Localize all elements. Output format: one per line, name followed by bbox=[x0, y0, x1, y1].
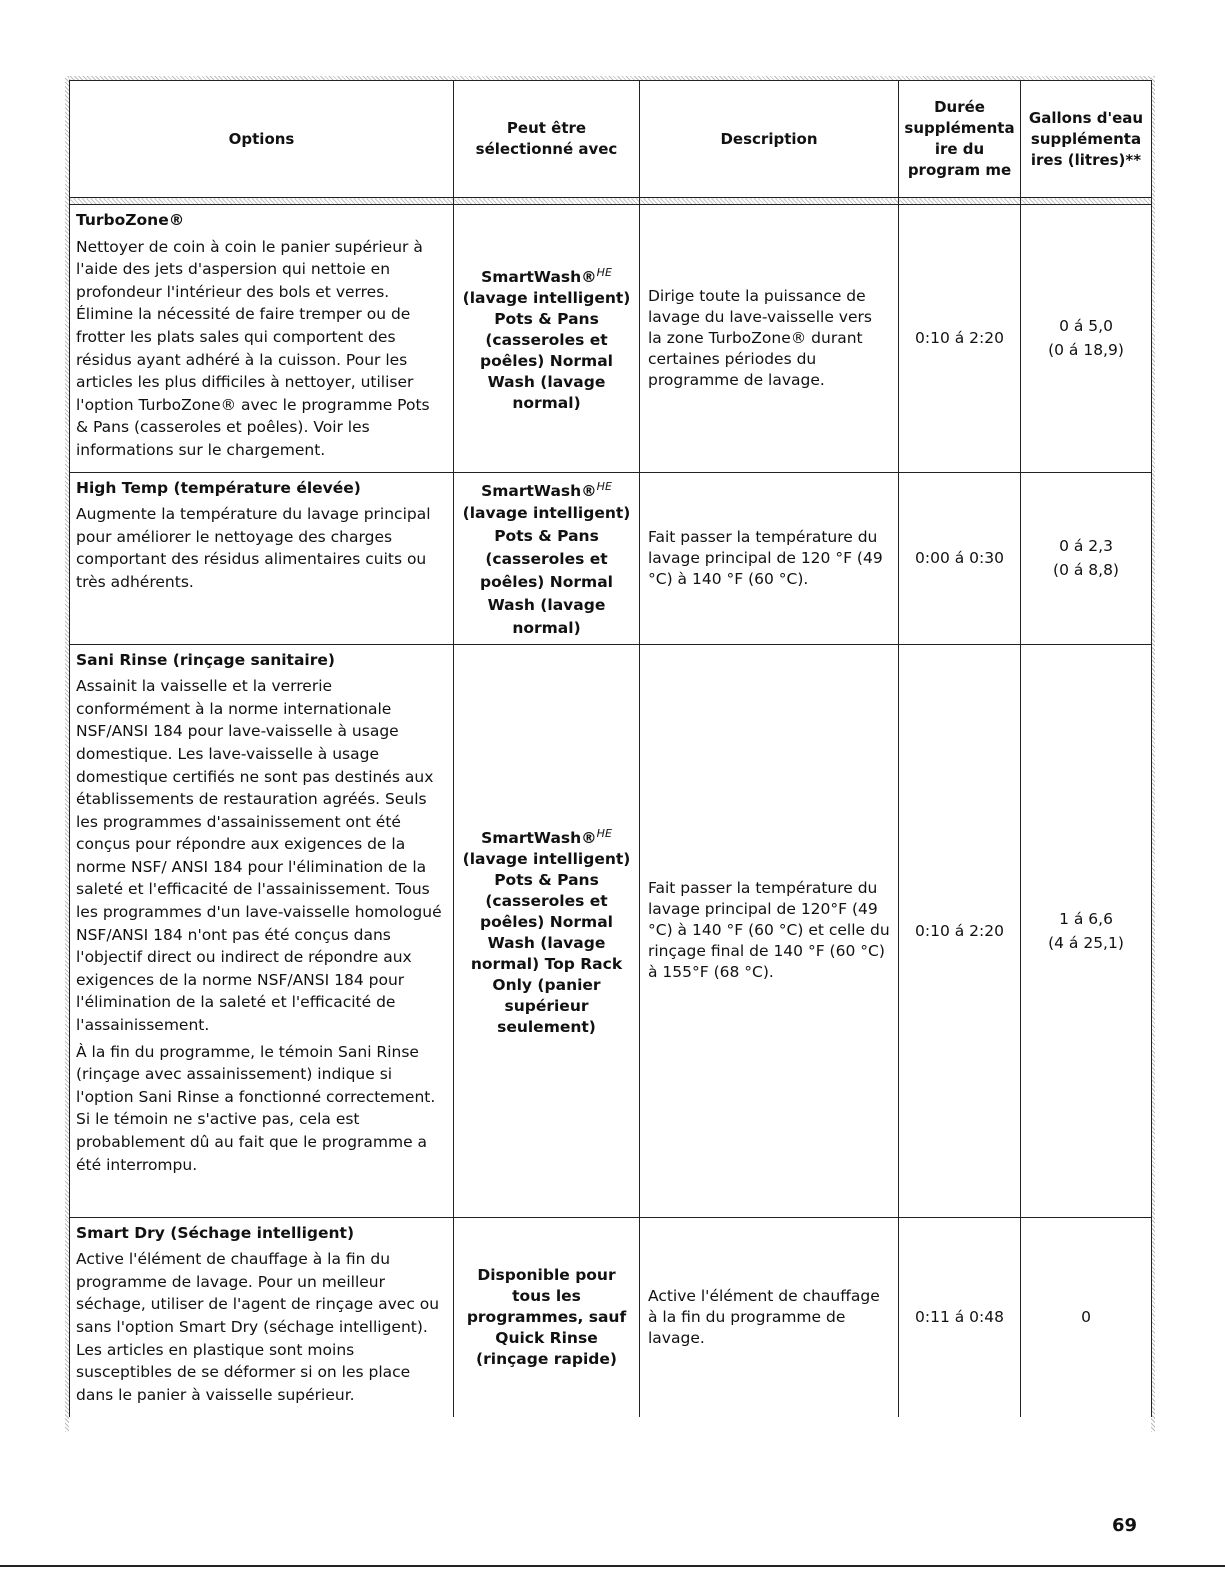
bottom-rule bbox=[0, 1565, 1225, 1567]
option-cell bbox=[70, 472, 454, 644]
option-cell bbox=[70, 644, 454, 1217]
selectable-rest: Disponible pour tous les programmes, sauf Quick Rinse (rinçage rapide) bbox=[466, 1265, 627, 1368]
header-selectable: Peut être sélectionné avec bbox=[454, 81, 640, 198]
gallons-value: 0 á 5,0 bbox=[1059, 317, 1113, 336]
table-row bbox=[70, 472, 1152, 644]
header-duration: Durée supplémenta ire du program me bbox=[899, 81, 1021, 198]
duration-cell: 0:10 á 2:20 bbox=[899, 205, 1021, 473]
he-mark: HE bbox=[596, 826, 612, 840]
selectable-rest: (lavage intelligent) Pots & Pans (casseroles et poêles) Normal Wash (lavage normal) bbox=[462, 289, 631, 413]
he-mark: HE bbox=[596, 479, 612, 493]
header-description: Description bbox=[640, 81, 899, 198]
description-cell: Fait passer la température du lavage principal de 120 °F (49 °C) à 140 °F (60 °C). bbox=[640, 472, 899, 644]
header-row bbox=[70, 81, 1152, 198]
selectable-cell bbox=[454, 205, 640, 473]
selectable-cell bbox=[454, 644, 640, 1217]
option-cell bbox=[70, 1217, 454, 1417]
option-cell bbox=[70, 205, 454, 473]
page-number: 69 bbox=[1112, 1515, 1138, 1536]
header-gallons: Gallons d'eau supplémenta ires (litres)** bbox=[1021, 81, 1152, 198]
litres-value: (0 á 18,9) bbox=[1048, 341, 1124, 360]
selectable-lead: SmartWash® bbox=[481, 482, 597, 501]
option-title: Smart Dry (Séchage intelligent) bbox=[76, 1223, 355, 1242]
option-text: Nettoyer de coin à coin le panier supérieur à l'aide des jets d'aspersion qui nettoie en profondeur l'intérieur des bols et verres. Élimine la nécessité de faire tremper ou de frotter les plats sales qui comportent des résidus ayant adhéré à la cuisson. Pour les articles les plus difficiles à nettoyer, utiliser l'option TurboZone® avec le programme Pots & Pans (casseroles et poêles). Voir les informations sur le chargement. bbox=[76, 237, 430, 459]
gallons-cell bbox=[1021, 644, 1152, 1217]
option-title: Sani Rinse (rinçage sanitaire) bbox=[76, 650, 335, 669]
option-text: Augmente la température du lavage principal pour améliorer le nettoyage des charges comportant des résidus alimentaires cuits ou très adhérents. bbox=[76, 505, 431, 591]
gallons-cell bbox=[1021, 472, 1152, 644]
he-mark: HE bbox=[596, 266, 612, 280]
description-cell: Dirige toute la puissance de lavage du lave-vaisselle vers la zone TurboZone® durant certaines périodes du programme de lavage. bbox=[640, 205, 899, 473]
gallons-value: 0 bbox=[1081, 1308, 1091, 1327]
litres-value: (0 á 8,8) bbox=[1053, 561, 1119, 580]
option-title: TurboZone® bbox=[76, 211, 185, 229]
table-row bbox=[70, 205, 1152, 473]
description-cell: Fait passer la température du lavage principal de 120°F (49 °C) à 140 °F (60 °C) et celle du rinçage final de 140 °F (60 °C) à 155°F (68 °C). bbox=[640, 644, 899, 1217]
selectable-lead: SmartWash® bbox=[481, 829, 597, 848]
duration-cell: 0:10 á 2:20 bbox=[899, 644, 1021, 1217]
gallons-value: 0 á 2,3 bbox=[1059, 537, 1113, 556]
options-table bbox=[69, 80, 1152, 1417]
selectable-cell bbox=[454, 1217, 640, 1417]
selectable-lead: SmartWash® bbox=[481, 268, 597, 287]
gallons-cell bbox=[1021, 205, 1152, 473]
selectable-rest: (lavage intelligent) Pots & Pans (casseroles et poêles) Normal Wash (lavage normal) Top Rack Only (panier supérieur seulement) bbox=[462, 850, 631, 1037]
duration-cell: 0:00 á 0:30 bbox=[899, 472, 1021, 644]
option-title: High Temp (température élevée) bbox=[76, 478, 361, 497]
option-text: Active l'élément de chauffage à la fin du programme de lavage. Pour un meilleur séchage, utiliser de l'agent de rinçage avec ou sans l'option Smart Dry (séchage intelligent). Les articles en plastique sont moins susceptibles de se déformer si on les place dans le panier à vaisselle supérieur. bbox=[76, 1250, 440, 1404]
selectable-rest: (lavage intelligent) Pots & Pans (casseroles et poêles) Normal Wash (lavage normal) bbox=[462, 504, 631, 638]
table-row bbox=[70, 644, 1152, 1217]
table-row bbox=[70, 1217, 1152, 1417]
header-options: Options bbox=[70, 81, 454, 198]
litres-value: (4 á 25,1) bbox=[1048, 933, 1124, 952]
gallons-value: 1 á 6,6 bbox=[1059, 909, 1113, 928]
option-text: À la fin du programme, le témoin Sani Rinse (rinçage avec assainissement) indique si l'option Sani Rinse a fonctionné correctement. Si le témoin ne s'active pas, cela est probablement dû au fait que le programme a été interrompu. bbox=[76, 1042, 436, 1174]
option-text: Assainit la vaisselle et la verrerie conformément à la norme internationale NSF/ANSI 184 pour lave-vaisselle à usage domestique. Les lave-vaisselle à usage domestique certifiés ne sont pas destinés aux établissements de restauration agréés. Seuls les programmes d'assainissement ont été conçus pour répondre aux exigences de la norme NSF/ ANSI 184 pour l'élimination de la saleté et l'efficacité de l'assainissement. Tous les programmes d'un lave-vaisselle homologué NSF/ANSI 184 n'ont pas été conçus dans l'objectif direct ou indirect de répondre aux exigences de la norme NSF/ANSI 184 pour l'élimination de la saleté et l'efficacité de l'assainissement. bbox=[76, 677, 442, 1035]
description-cell: Active l'élément de chauffage à la fin du programme de lavage. bbox=[640, 1217, 899, 1417]
options-table-frame bbox=[65, 76, 1155, 1432]
selectable-cell bbox=[454, 472, 640, 644]
gallons-cell bbox=[1021, 1217, 1152, 1417]
duration-cell: 0:11 á 0:48 bbox=[899, 1217, 1021, 1417]
header-hatch-divider bbox=[70, 198, 1152, 205]
